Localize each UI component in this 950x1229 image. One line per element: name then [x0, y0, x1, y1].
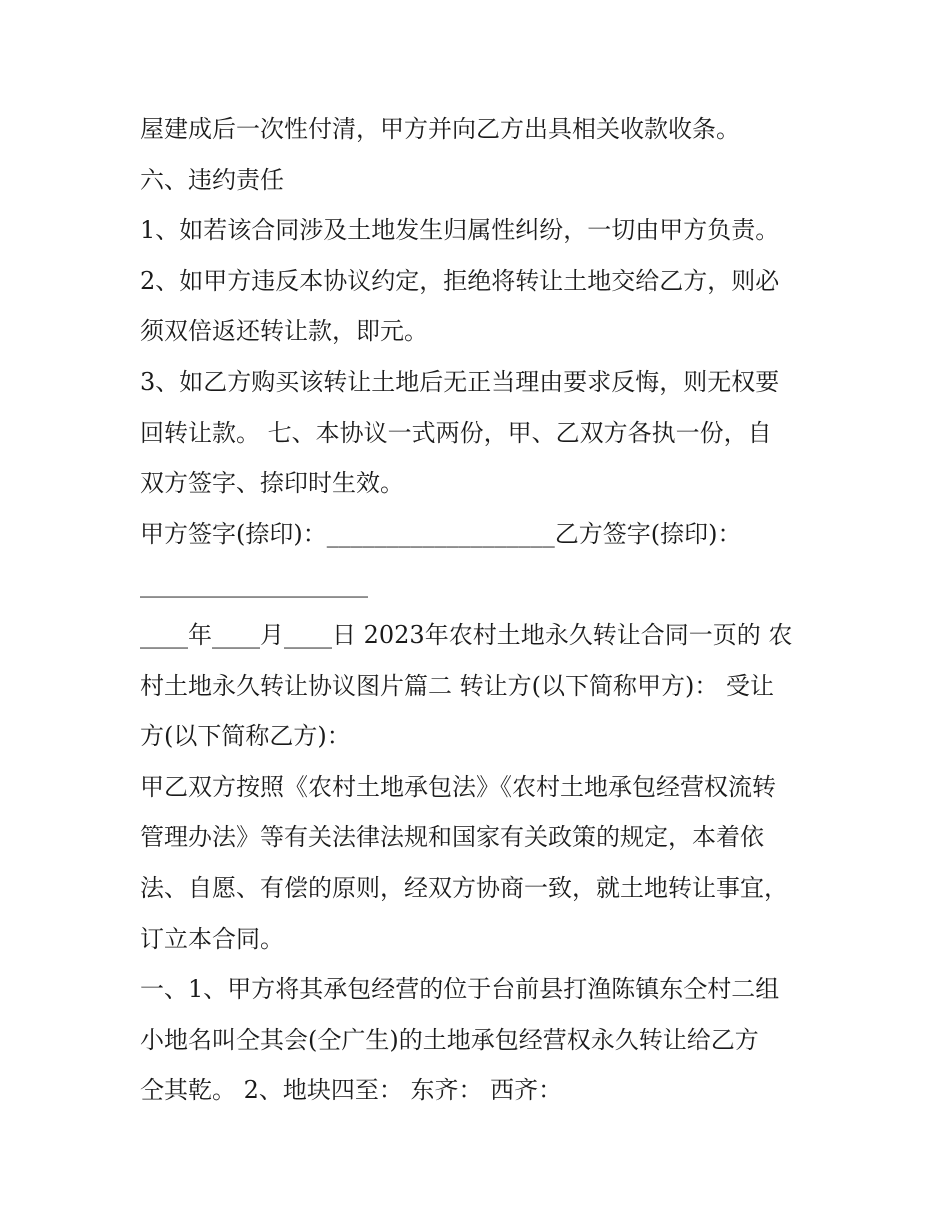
- signature-blank: ___________________: [140, 570, 368, 599]
- text-line: 村土地永久转让协议图片篇二 转让方(以下简称甲方)： 受让: [140, 671, 774, 700]
- document-body: [140, 104, 830, 1116]
- text-line: 方(以下简称乙方)：: [140, 722, 351, 751]
- text-line: 甲乙双方按照《农村土地承包法》《农村土地承包经营权流转: [140, 772, 776, 801]
- text-line: 1、如若该合同涉及土地发生归属性纠纷，一切由甲方负责。: [140, 216, 780, 245]
- text-line: 法、自愿、有偿的原则，经双方协商一致，就土地转让事宜，: [140, 873, 788, 902]
- signature-line: 甲方签字(捺印)：___________________乙方签字(捺印)：: [140, 519, 742, 548]
- text-line: 2、如甲方违反本协议约定，拒绝将转让土地交给乙方，则必: [140, 266, 780, 295]
- section-heading: 六、违约责任: [140, 165, 284, 194]
- text-line: 屋建成后一次性付清，甲方并向乙方出具相关收款收条。: [140, 115, 740, 143]
- text-line: 订立本合同。: [140, 924, 284, 953]
- text-line: 一、1、甲方将其承包经营的位于台前县打渔陈镇东仝村二组: [140, 975, 780, 1004]
- date-line: ____年____月____日 2023年农村土地永久转让合同一页的 农: [140, 620, 793, 649]
- text-line: 须双倍返还转让款，即元。: [140, 317, 428, 346]
- text-line: 小地名叫仝其会(仝广生)的土地承包经营权永久转让给乙方: [140, 1025, 759, 1054]
- text-line: 仝其乾。 2、地块四至： 东齐： 西齐：: [140, 1076, 563, 1105]
- text-line: 管理办法》等有关法律法规和国家有关政策的规定，本着依: [140, 823, 764, 852]
- text-line: 双方签字、捺印时生效。: [140, 469, 404, 498]
- text-line: 3、如乙方购买该转让土地后无正当理由要求反悔，则无权要: [140, 367, 780, 396]
- text-line: 回转让款。 七、本协议一式两份，甲、乙双方各执一份，自: [140, 418, 772, 447]
